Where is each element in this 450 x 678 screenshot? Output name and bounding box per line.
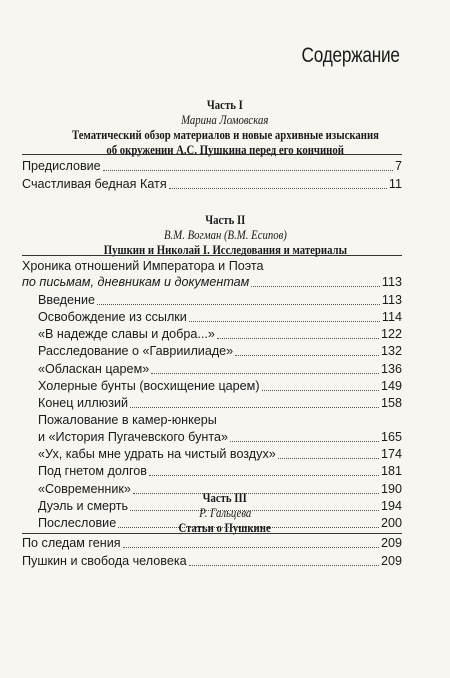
toc-entry[interactable]: «Ух, кабы мне удрать на чистый воздух» 174 [38, 446, 402, 461]
part-number: Часть II [204, 213, 246, 227]
toc-entry[interactable]: Предисловие 7 [22, 159, 402, 174]
part-3-toc [22, 535, 402, 570]
divider [22, 533, 402, 534]
divider [22, 255, 402, 256]
part-1-toc [22, 158, 402, 193]
part-author: Марина Ломовская [181, 113, 269, 127]
part-2-header [0, 213, 450, 258]
part-theme: Тематический обзор материалов и новые архивные изыскания [71, 128, 379, 142]
part-number: Часть I [207, 98, 243, 112]
toc-entry[interactable]: Послесловие 200 [38, 516, 402, 531]
toc-entry[interactable]: Счастливая бедная Катя 11 [22, 176, 402, 191]
part-author: В.М. Вогман (В.М. Есипов) [163, 228, 287, 242]
toc-entry[interactable]: «Обласкан царем» 136 [38, 361, 402, 376]
part-number: Часть III [202, 491, 248, 505]
toc-entry[interactable]: «Современник» 190 [38, 481, 402, 496]
toc-entry[interactable]: Конец иллюзий 158 [38, 396, 402, 411]
toc-entry[interactable]: Под гнетом долгов 181 [38, 464, 402, 479]
toc-entry[interactable]: и «История Пугачевского бунта» 165 [38, 429, 402, 444]
toc-entry[interactable]: Введение 113 [38, 292, 402, 307]
toc-entry[interactable]: По следам гения 209 [22, 536, 402, 551]
part-1-header [0, 98, 450, 158]
divider [22, 154, 402, 155]
part-3-header [0, 491, 450, 536]
toc-entry[interactable]: по письмам, дневникам и документам 113 [22, 275, 402, 290]
toc-entry[interactable]: Расследование о «Гавриилиаде» 132 [38, 344, 402, 359]
toc-entry[interactable]: Пушкин и свобода человека 209 [22, 553, 402, 568]
part-theme: об окружении А.С. Пушкина перед его кончиной [106, 143, 344, 157]
toc-entry-line1: Пожалование в камер-юнкеры [38, 413, 217, 428]
part-theme: Пушкин и Николай I. Исследования и материалы [103, 243, 347, 257]
toc-entry[interactable]: Дуэль и смерть 194 [38, 498, 402, 513]
part-author: Р. Гальцева [198, 506, 252, 520]
toc-entry[interactable]: Холерные бунты (восхищение царем) 149 [38, 379, 402, 394]
part-theme: Статьи о Пушкине [178, 521, 272, 535]
chronicle-title: Хроника отношений Императора и Поэта [22, 259, 264, 273]
page-title: Содержание [301, 44, 400, 67]
toc-entry[interactable]: Освобождение из ссылки 114 [38, 309, 402, 324]
toc-entry[interactable]: «В надежде славы и добра...» 122 [38, 327, 402, 342]
